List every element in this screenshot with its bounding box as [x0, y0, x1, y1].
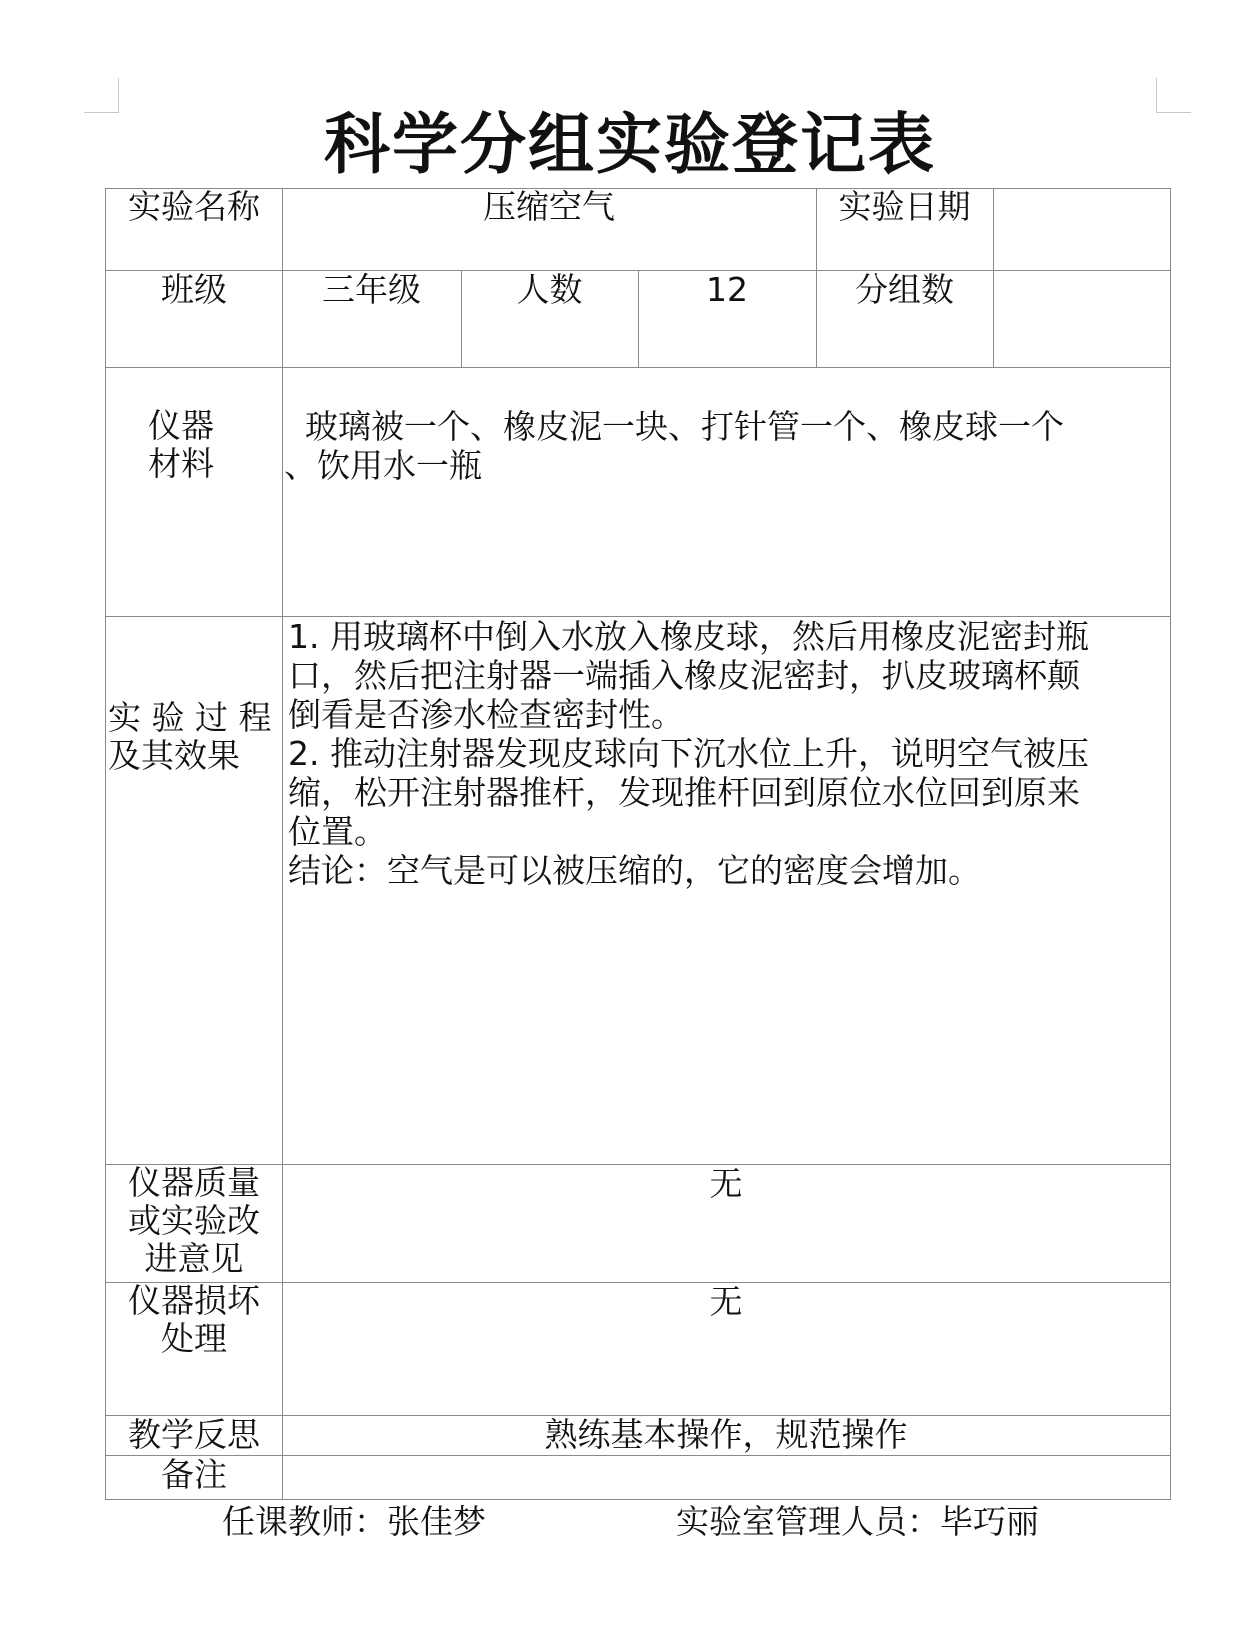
process-line: 缩，松开注射器推杆，发现推杆回到原位水位回到原来 [288, 773, 1080, 812]
row-divider [106, 367, 1170, 368]
materials-text [284, 407, 1064, 485]
class-value: 三年级 [322, 270, 421, 309]
quality-label [106, 1164, 282, 1278]
process-text [288, 617, 1089, 890]
column-divider [993, 189, 994, 367]
class-label: 班级 [161, 270, 227, 309]
page-title: 科学分组实验登记表 [324, 106, 936, 183]
quality-value: 无 [709, 1164, 743, 1203]
materials-label-line: 仪器 [148, 406, 214, 445]
process-line: 2. 推动注射器发现皮球向下沉水位上升，说明空气被压 [288, 734, 1089, 773]
participant-count-label: 人数 [516, 270, 583, 309]
process-line: 1. 用玻璃杯中倒入水放入橡皮球，然后用橡皮泥密封瓶 [288, 617, 1089, 656]
materials-line: 玻璃被一个、橡皮泥一块、打针管一个、橡皮球一个 [284, 407, 1064, 446]
quality-label-line: 或实验改 [128, 1201, 260, 1240]
materials-label [106, 407, 256, 483]
process-line: 口，然后把注射器一端插入橡皮泥密封，扒皮玻璃杯颠 [288, 656, 1080, 695]
process-line: 倒看是否渗水检查密封性。 [288, 695, 684, 734]
process-label [108, 699, 282, 775]
remarks-label: 备注 [161, 1455, 227, 1494]
experiment-name-label: 实验名称 [128, 187, 260, 226]
damage-label-line: 仪器损坏 [128, 1281, 260, 1320]
quality-label-line: 进意见 [144, 1239, 244, 1278]
participant-count-value: 12 [706, 270, 748, 309]
experiment-name-value: 压缩空气 [483, 187, 615, 226]
reflection-value: 熟练基本操作，规范操作 [544, 1415, 908, 1454]
group-count-label: 分组数 [855, 270, 954, 309]
process-line: 结论：空气是可以被压缩的，它的密度会增加。 [288, 851, 981, 890]
damage-label-line: 处理 [161, 1319, 227, 1358]
process-label-line: 实 验 过 程 [108, 698, 272, 737]
registration-form-table [105, 188, 1171, 1500]
process-label-line: 及其效果 [108, 736, 240, 775]
process-line: 位置。 [288, 812, 387, 851]
teacher-signature: 任课教师：张佳梦 [222, 1502, 486, 1541]
materials-label-line: 材料 [148, 444, 214, 483]
materials-line: 、饮用水一瓶 [284, 446, 482, 485]
experiment-date-label: 实验日期 [838, 187, 971, 226]
lab-manager-signature: 实验室管理人员：毕巧丽 [676, 1502, 1039, 1541]
damage-label [106, 1282, 282, 1358]
reflection-label: 教学反思 [128, 1415, 260, 1454]
quality-label-line: 仪器质量 [128, 1163, 260, 1202]
damage-value: 无 [709, 1282, 743, 1321]
